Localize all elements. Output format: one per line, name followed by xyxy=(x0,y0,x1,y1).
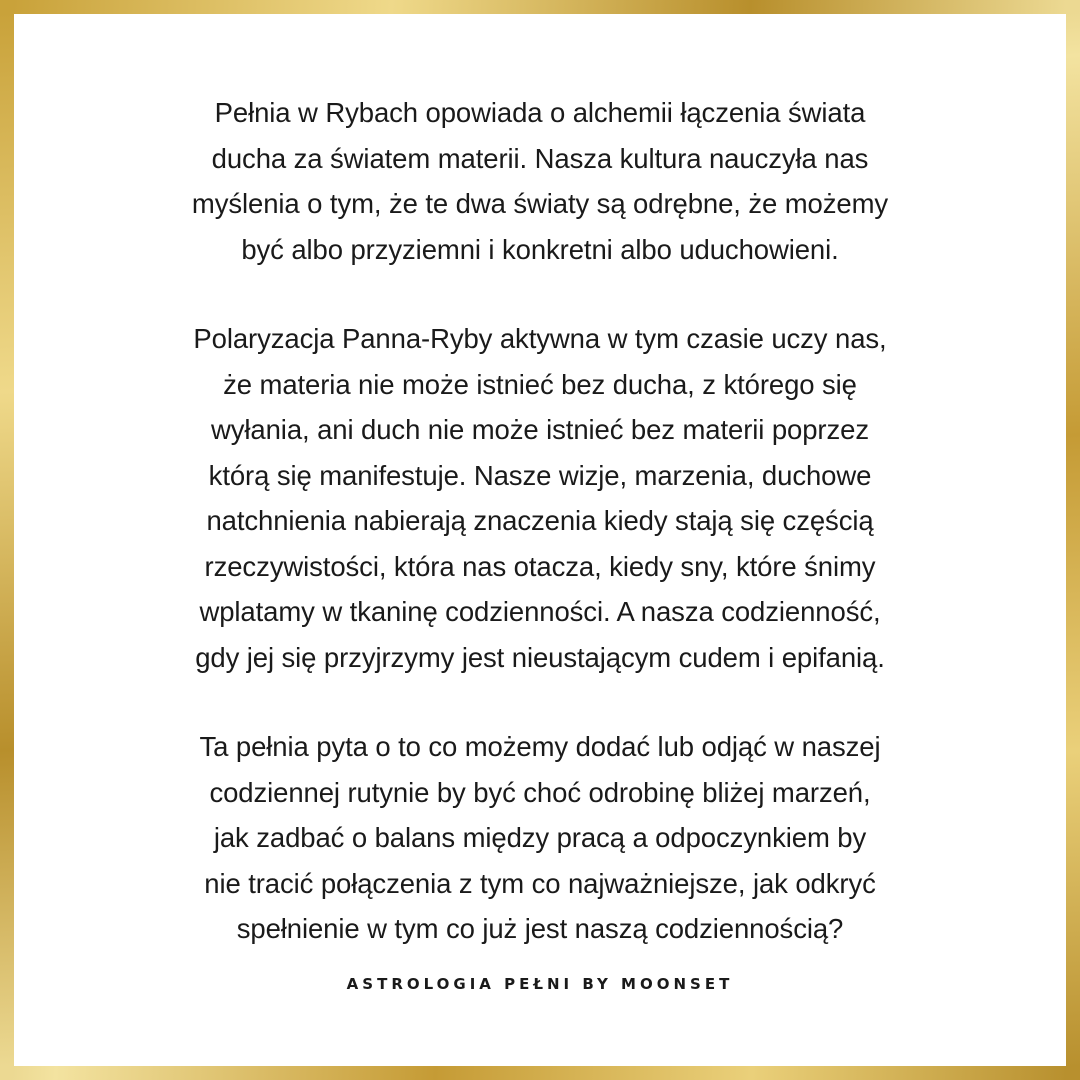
text-line: rzeczywistości, która nas otacza, kiedy sny, które śnimy xyxy=(204,550,876,582)
text-line: gdy jej się przyjrzymy jest nieustającym cudem i epifanią. xyxy=(195,641,885,673)
paragraph-3 xyxy=(34,724,1046,952)
paragraph-2 xyxy=(34,316,1046,680)
text-line: być albo przyziemni i konkretni albo uduchowieni. xyxy=(241,233,839,265)
text-content xyxy=(34,90,1046,996)
text-line: Pełnia w Rybach opowiada o alchemii łączenia świata xyxy=(214,97,866,128)
text-line: myślenia o tym, że te dwa światy są odrębne, że możemy xyxy=(191,188,889,219)
text-line: Polaryzacja Panna-Ryby aktywna w tym czasie uczy nas, xyxy=(193,323,887,354)
text-line: natchnienia nabierają znaczenia kiedy stają się częścią xyxy=(206,505,874,536)
text-line: spełnienie w tym co już jest naszą codziennością? xyxy=(236,913,844,944)
text-line: jak zadbać o balans między pracą a odpoczynkiem by xyxy=(213,822,867,853)
text-line: wyłania, ani duch nie może istnieć bez materii poprzez xyxy=(211,414,869,445)
text-line: wplatamy w tkaninę codzienności. A nasza codzienność, xyxy=(199,596,881,627)
text-line: codziennej rutynie by być choć odrobinę bliżej marzeń, xyxy=(209,776,871,808)
paragraph-1 xyxy=(34,90,1046,272)
text-line: którą się manifestuje. Nasze wizje, marzenia, duchowe xyxy=(208,459,872,491)
text-line: nie tracić połączenia z tym co najważniejsze, jak odkryć xyxy=(204,867,876,899)
text-line: Ta pełnia pyta o to co możemy dodać lub odjąć w naszej xyxy=(199,731,881,762)
text-line: że materia nie może istnieć bez ducha, z którego się xyxy=(223,368,857,400)
footer-signature: ASTROLOGIA PEŁNI BY MOONSET xyxy=(346,975,734,993)
text-line: ducha za światem materii. Nasza kultura nauczyła nas xyxy=(211,142,869,174)
